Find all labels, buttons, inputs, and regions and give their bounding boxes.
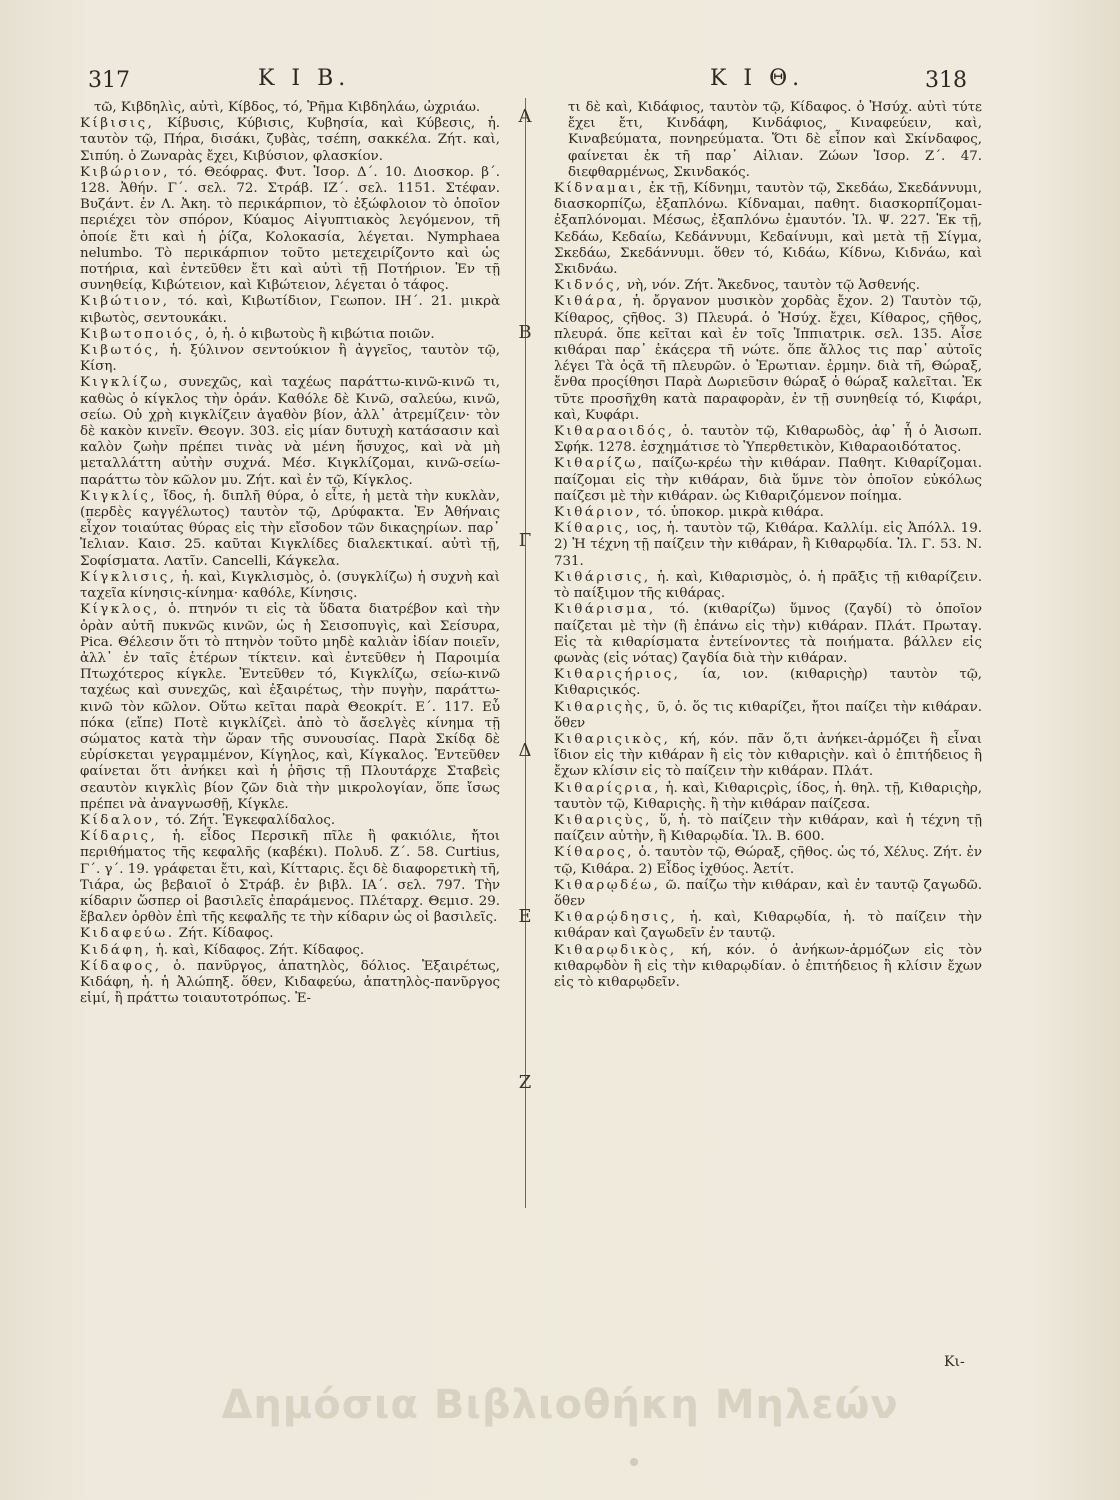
- dictionary-entry: [80, 570, 500, 602]
- entry-definition: ἡ. εἶδος Περσικῆ πῖλε ἢ φακιόλιε, ἤτοι περιθήματος τῆς κεφαλῆς (καβέκι). Πολυδ. Ζ΄. 58. Curtius, Γ΄. γ΄. 19. γράφεται ἔτι, καὶ, Κίτταρις. ἔςι δὲ διαφορετικὴ τῆ, Τιάρα, ὡς βεβαιοῖ ὁ Στράβ. ἐν βιβλ. ΙΑ΄. σελ. 797. Τὴν κίδαριν ὥσπερ οἱ βασιλεῖς ἐπαράμενος. Πλέταρχ. Θεμισ. 29. ἔβαλεν ὀρθὸν ἐπὶ τῆς κεφαλῆς τε τὴν κίδαριν ὡς οἱ βασιλεῖς.: [80, 829, 501, 926]
- dictionary-entry: [80, 926, 500, 942]
- entry-lemma: Κίδαφος,: [80, 958, 162, 974]
- dictionary-entry: [80, 602, 500, 813]
- column-divider: [525, 98, 526, 1208]
- dictionary-entry: [554, 910, 982, 942]
- entry-lemma: Κιθαρῳδέω,: [554, 877, 661, 893]
- entry-lemma: Κίθαρις,: [554, 521, 632, 537]
- entry-lemma: Κιγκλίς,: [80, 488, 158, 504]
- entry-definition: ἡ. ὄργανον μυσικὸν χορδὰς ἔχον. 2) Ταυτὸν τῷ, Κίθαρος, ςῆθος. 3) Πλευρά. ὁ Ἡσύχ. ἔχει, Κίθαρος, ςῆθος, πλευρά. ὅπε κεῖται καὶ ἐν τοῖς Ἱππιατρικ. σελ. 135. Αἶσε κιθάραι παρ᾽ ἑκάςερα τῆ νώτε. ὅπε ἄλλος τις παρ᾽ αὐτοῖς λέγει Τὰ ὀςᾶ τῆ πλευρῶν. ὁ Ἐρωτιαν. ἑρμην. διὰ τῆ, Θώραξ, ἔνθα προςίθησι Παρὰ Δωριεῦσιν θώραξ ὁ θώραξ καλεῖται. Ἐκ τῦτε προσῆχθη κατὰ παραφορὰν, ἐν τῇ συνηθείᾳ τό, Κιφάρι, καὶ, Κυφάρι.: [554, 294, 982, 423]
- entry-definition: τό. Ζήτ. Ἐγκεφαλίδαλος.: [165, 812, 336, 828]
- entry-lemma: Κίγκλισις,: [80, 569, 177, 585]
- entry-lemma: Κιβώριον,: [80, 164, 170, 180]
- entry-definition: παίζω-κρέω τὴν κιθάραν. Παθητ. Κιθαρίζομαι. παίζομαι εἰς τὴν κιθάραν, διὰ ὕμνε τὸν ὁποῖον εὐκόλως παίζεσι μὲ τὴν κιθάραν. ὡς Κιθαριζόμενον ποίημα.: [554, 456, 982, 504]
- entry-definition: τό. Θεόφρας. Φυτ. Ἱσορ. Δ΄. 10. Διοσκορ. β΄. 128. Ἀθήν. Γ΄. σελ. 72. Στράβ. ΙΖ΄. σελ. 1151. Στέφαν. Βυζάντ. ἐν Λ. Ἀκη. τὸ περικάρπιον, τὸ ἐξώφλοιον τὸ ὁποῖον περιέχει τὸν σπόρον, Κύαμος Αἰγυπτιακὸς λεγόμενον, τῆ ὁποίε ἔτι καὶ ἡ ῥίζα, Κολοκασία, λέγεται. Nymphaea nelumbo. Τὸ περικάρπιον τοῦτο μετεχειρίζοντο καὶ ὡς ποτήρια, καὶ ἐντεῦθεν ἔτι καὶ αὐτὶ τῇ Ποτήριον. Ἐν τῇ συνηθείᾳ, Κιβώτειον, καὶ Κιβώτειον, λέγεται ὁ τάφος.: [80, 164, 500, 294]
- entry-lemma: Κιδάφη,: [80, 942, 152, 958]
- dictionary-entry: [554, 521, 982, 570]
- dictionary-entry: [554, 602, 982, 667]
- margin-letter-epsilon: Ε: [518, 906, 532, 927]
- entry-lemma: Κίθαρος,: [554, 845, 635, 861]
- entry-definition: ὁ. πανῦργος, ἀπατηλὸς, δόλιος. Ἐξαιρέτως, Κιδάφη, ἡ. ἡ Ἀλώπηξ. ὅθεν, Κιδαφεύω, ἀπατηλὸς-πανῦργος εἰμί, ἢ πράττω τοιαυτοτρόπως. Ἐ-: [80, 958, 500, 1007]
- entry-lemma: Κιθαραοιδός,: [554, 424, 675, 440]
- dictionary-entry: [554, 294, 982, 424]
- catchword: Κι-: [944, 1354, 965, 1370]
- entry-lemma: Κιθαριςὺς,: [554, 812, 652, 828]
- entry-definition: ἡ. καὶ, Κιθαριςρὶς, ίδος, ἡ. θηλ. τῇ, Κιθαριςὴρ, ταυτὸν τῷ, Κιθαριςὴς. ἢ τὴν κιθάραν παίζεσα.: [554, 780, 982, 812]
- entry-definition: τό. ὑποκορ. μικρὰ κιθάρα.: [646, 505, 824, 521]
- entry-definition: ῦ, ὁ. ὅς τις κιθαρίζει, ἤτοι παίζει τὴν κιθάραν. ὅθεν: [554, 699, 982, 731]
- entry-definition: ἡ. καὶ, Κιγκλισμὸς, ὁ. (συγκλίζω) ἡ συχνὴ καὶ ταχεῖα κίνησις-κίνημα· καθόλε, Κίνησις.: [80, 569, 500, 602]
- dictionary-entry: [80, 813, 500, 829]
- right-running-head: Κ Ι Θ.: [710, 66, 805, 91]
- entry-definition: ἡ. καὶ, Κιθαρισμὸς, ὁ. ἡ πρᾶξις τῇ κιθαρίζειν. τὸ παίξιμον τῆς κιθάρας.: [554, 569, 982, 602]
- entry-lemma: Κιθαρῴδησις,: [554, 910, 678, 926]
- entry-definition: ῶ. παίζω τὴν κιθάραν, καὶ ἐν ταυτῷ ζαγωδῶ. ὅθεν: [554, 877, 982, 909]
- entry-definition: ιος, ἡ. ταυτὸν τῷ, Κιθάρα. Καλλίμ. εἰς Ἀπόλλ. 19. 2) Ἡ τέχνη τῇ παίζειν τὴν κιθάραν, ἢ Κιθαρῳδία. Ἰλ. Γ. 53. Ν. 731.: [554, 521, 982, 569]
- entry-definition: ἴδος, ἡ. διπλῆ θύρα, ὁ εἶτε, ἡ μετὰ τὴν κυκλὰν, (περδὲς καγγέλωτος) ταυτὸν τῷ, Δρύφακτα. Ἐν Ἀθήναις εἶχον τοιαύτας θύρας εἰς τὴν εἴσοδον τῶν δικαςηρίων. παρ᾽ Ἰελιαν. Καισ. 25. καῦται Κιγκλίδες διαλεκτικαί. αὐτὶ τῇ, Σοφίσματα. Λατῖν. Cancelli, Κάγκελα.: [80, 488, 500, 569]
- margin-letter-zeta: Ζ: [518, 1072, 532, 1093]
- entry-definition: ἡ. καὶ, Κίδαφος. Ζήτ. Κίδαφος.: [155, 942, 365, 958]
- dictionary-entry: [554, 424, 982, 456]
- dictionary-entry: [554, 845, 982, 877]
- entry-definition: Κίβυσις, Κύβισις, Κυβησία, καὶ Κύβεσις, ἡ. ταυτὸν τῷ, Πήρα, δισάκι, ζυβὰς, τσέπη, σακκέλα. Ζήτ. καὶ, Σιπύη. ὁ Ζωναρὰς ἔχει, Κιβύσιον, φλασκίον.: [80, 116, 500, 164]
- entry-definition: τῶ, Κιβδηλὶς, αὐτὶ, Κίβδος, τό, Ῥῆμα Κιβδηλάω, ὠχριάω.: [94, 100, 481, 115]
- left-running-head: Κ Ι Β.: [258, 66, 351, 91]
- dictionary-entry: [554, 505, 982, 521]
- entry-definition: ία, ιον. (κιθαριςὴρ) ταυτὸν τῷ, Κιθαριςικός.: [554, 667, 982, 699]
- dictionary-entry: [554, 278, 982, 294]
- dictionary-entry: [80, 165, 500, 295]
- dictionary-entry: [554, 100, 982, 181]
- entry-lemma: Κιθάρισμα,: [554, 602, 656, 618]
- margin-letter-delta: Δ: [518, 740, 532, 761]
- dictionary-entry: [554, 878, 982, 910]
- left-column: [80, 100, 500, 1007]
- entry-definition: ὁ. ταυτὸν τῷ, Θώραξ, ςῆθος. ὡς τό, Χέλυς. Ζήτ. ἐν τῷ, Κιθάρα. 2) Εἶδος ἰχθύος. Ἀετίτ.: [554, 845, 982, 877]
- entry-lemma: Κιθάρα,: [554, 294, 626, 310]
- entry-definition: ἡ. καὶ, Κιθαρῳδία, ἡ. τὸ παίζειν τὴν κιθάραν καὶ ζαγωδεῖν ἐν ταυτῷ.: [554, 910, 982, 942]
- dictionary-entry: [554, 781, 982, 813]
- dictionary-entry: [554, 667, 982, 699]
- dictionary-entry: [80, 116, 500, 165]
- entry-lemma: Κιβωτός,: [80, 343, 162, 359]
- entry-definition: τό. καὶ, Κιβωτίδιον, Γεωπον. ΙΗ΄. 21. μικρὰ κιβωτὸς, σεντουκάκι.: [80, 294, 500, 326]
- dictionary-entry: [80, 959, 500, 1008]
- entry-lemma: Κίδναμαι,: [554, 181, 645, 197]
- dictionary-entry: [554, 732, 982, 781]
- right-page-number: 318: [925, 68, 967, 93]
- dictionary-entry: [554, 813, 982, 845]
- entry-definition: ἡ. ξύλινον σεντούκιον ἢ ἀγγεῖος, ταυτὸν τῷ, Κίση.: [80, 343, 500, 375]
- entry-definition: ὁ. ταυτὸν τῷ, Κιθαρωδὸς, ἀφ᾽ ἧ ὁ Ἀισωπ. Σφήκ. 1278. ἐσχημάτισε τὸ Ὑπερθετικὸν, Κιθαραοιδότατος.: [554, 424, 982, 456]
- dictionary-entry: [80, 829, 500, 926]
- entry-lemma: Κιθαριςικὸς,: [554, 731, 671, 747]
- entry-definition: τό. (κιθαρίζω) ὕμνος (ζαγδί) τὸ ὁποῖον παίζεται μὲ τὴν (ἢ ἐπάνω εἰς τὴν) κιθάραν. Πλάτ. Πρωταγ. Εἰς τὰ κιθαρίσματα ἐντείνοντες τὰ ποιήματα. βάλλεν εἰς φωνὰς (εἰς νότας) ζαγδία διὰ τὴν κιθάραν.: [554, 602, 982, 666]
- entry-lemma: Κιβωτοποιός,: [80, 326, 202, 342]
- paper-spot: [630, 1458, 638, 1466]
- entry-definition: συνεχῶς, καὶ ταχέως παράττω-κινῶ-κινῶ τι, καθὼς ὁ κίγκλος τὴν ὀράν. Καθόλε δὲ Κινῶ, σαλεύω, κινῶ, σείω. Οὐ χρὴ κιγκλίζειν ἀγαθὸν βίον, ἀλλ᾽ ἀτρεμίζειν· τὸν δὲ κακὸν κινεῖν. Θεογν. 303. εἰς μίαν δυτυχὴ κατάσασιν καὶ καλὸν ζωὴν πρέπει τινὰς νὰ μένη ἥσυχος, καὶ νὰ μὴ μεταλλάττη αὐτὴν συχνά. Μέσ. Κιγκλίζομαι, κινῶ-σείω-παράττω τὸν κῶλον μυ. Ζήτ. καὶ ἐν τῷ, Κίγκλος.: [80, 375, 500, 488]
- left-page-number: 317: [88, 68, 130, 93]
- entry-definition: τι δὲ καὶ, Κιδάφιος, ταυτὸν τῷ, Κίδαφος. ὁ Ἡσύχ. αὐτὶ τύτε ἔχει ἔτι, Κινδάφη, Κινδάφιος, Κιναφεύειν, καὶ, Κιναβεύματα, πονηρεύματα. Ὅτι δὲ εἶπον καὶ Σκίνδαφος, φαίνεται ἐκ τῆ παρ᾽ Αἰλιαν. Ζώων Ἱσορ. Ζ΄. 47. διεφθαρμένως, Σκινδακός.: [568, 100, 982, 180]
- entry-lemma: Κίγκλος,: [80, 602, 160, 618]
- entry-definition: κή, κόν. πᾶν ὅ,τι ἀνήκει-ἁρμόζει ἢ εἶναι ἴδιον εἰς τὴν κιθάραν ἢ εἰς τὸν κιθαριςὴν. καὶ ὁ ἐπιτήδειος ἢ ἔχων κλίσιν εἰς τὸ παίζειν τὴν κιθάραν. Πλάτ.: [554, 731, 982, 780]
- dictionary-entry: [80, 375, 500, 488]
- entry-definition: ὕ, ἡ. τὸ παίζειν τὴν κιθάραν, καὶ ἡ τέχνη τῇ παίζειν αὐτὴν, ἢ Κιθαρῳδία. Ἰλ. Β. 600.: [554, 812, 982, 845]
- entry-lemma: Κίδαλον,: [80, 812, 162, 828]
- right-column: [554, 100, 982, 991]
- dictionary-entry: [554, 943, 982, 992]
- library-watermark: Δημόσια Βιβλιοθήκη Μηλεών: [221, 1382, 899, 1428]
- dictionary-entry: [80, 943, 500, 959]
- entry-lemma: Κιθάρισις,: [554, 569, 651, 585]
- entry-lemma: Κιθαριςὴς,: [554, 699, 652, 715]
- entry-lemma: Κιδαφεύω.: [80, 926, 175, 942]
- entry-lemma: Κιθαρίςρια,: [554, 780, 661, 796]
- dictionary-entry: [554, 181, 982, 278]
- margin-letter-gamma: Γ: [518, 530, 532, 551]
- entry-definition: νὴ, νόν. Ζήτ. Ἄκεδνος, ταυτὸν τῷ Ἀσθενής.: [627, 278, 921, 294]
- entry-lemma: Κιγκλίζω,: [80, 375, 171, 391]
- entry-lemma: Κιθαριςήριος,: [554, 667, 681, 683]
- entry-lemma: Κιδνός,: [554, 278, 623, 294]
- entry-lemma: Κιβώτιον,: [80, 294, 170, 310]
- entry-lemma: Κίδαρις,: [80, 829, 158, 845]
- entry-lemma: Κιθάριον,: [554, 505, 643, 521]
- dictionary-entry: [80, 294, 500, 326]
- entry-definition: ἐκ τῇ, Κίδνημι, ταυτὸν τῷ, Σκεδάω, Σκεδάννυμι, διασκορπίζω, ἐξαπλόνω. Κίδναμαι, παθητ. διασκορπίζομαι-ἐξαπλόνομαι. Μέσως, ἐξαπλόνω ἐμαυτόν. Ἰλ. Ψ. 227. Ἐκ τῇ, Κεδάω, Κεδαίω, Κεδάννυμι, Κεδαίνυμι, καὶ μετὰ τῇ Σίγμα, Σκεδάω, Σκεδάννυμι. ὅθεν τό, Κιδάω, Κίδνω, Κιδνάω, καὶ Σκιδνάω.: [554, 181, 982, 278]
- entry-lemma: Κιθαρῳδικὸς,: [554, 942, 677, 958]
- margin-letter-alpha: Α: [518, 106, 532, 127]
- entry-lemma: Κίβισις,: [80, 116, 155, 132]
- dictionary-entry: [80, 489, 500, 570]
- entry-lemma: Κιθαρίζω,: [554, 456, 645, 472]
- dictionary-entry: [80, 327, 500, 343]
- dictionary-entry: [554, 700, 982, 732]
- entry-definition: ὁ, ἡ. ὁ κιβωτοὺς ἢ κιβώτια ποιῶν.: [205, 326, 435, 342]
- entry-definition: Ζήτ. Κίδαφος.: [178, 926, 274, 942]
- dictionary-entry: [80, 343, 500, 375]
- dictionary-entry: [554, 570, 982, 602]
- entry-definition: κή, κόν. ὁ ἀνήκων-ἁρμόζων εἰς τὸν κιθαρῳδὸν ἢ εἰς τὴν κιθαρῳδίαν. ὁ ἐπιτήδειος ἢ κλίσιν ἔχων εἰς τὸ κιθαρῳδεῖν.: [554, 942, 982, 990]
- entry-definition: ὁ. πτηνόν τι εἰς τὰ ὕδατα διατρέβον καὶ τὴν ὀρὰν αὐτῆ πυκνῶς κινῶν, ὡς ἡ Σεισοπυγὶς, καὶ Σείσυρα, Pica. Θέλεσιν ὅτι τὸ πτηνὸν τοῦτο μηδὲ καλιὰν ἰδίαν ποιεῖν, ἀλλ᾽ ἐν ταῖς ἑτέρων τίκτειν. καὶ ἐντεῦθεν ἡ Παροιμία Πτωχότερος κίγκλε. Ἐντεῦθεν τό, Κιγκλίζω, σείω-κινῶ ταχέως καὶ συνεχῶς, καὶ ἐξαιρέτως, τὴν πυγὴν, παράττω-κινῶ τὸν κῶλον. Οὕτω κεῖται παρὰ Θεοκρίτ. Ε΄. 117. Εὖ πόκα (εἴπε) Ποτὲ κιγκλίζεὶ. ἀπὸ τὸ ἄσελγὲς κίνημα τῇ σώματος κατὰ τὴν ὥραν τῆς συνουσίας. Παρὰ Σκίδᾳ δὲ εὑρίσκεται γεγραμμένον, Κίγηλος, καὶ, Κίγκαλος. Ἐντεῦθεν φαίνεται ὅτι ἀνήκει καὶ ἡ ῥῆσις τῇ Πλουτάρχε Σταβεὶς σεαυτὸν κιγκλὶς βίον ζῶν διὰ τὴν μικρολογίαν, ὅπε ἴσως πρέπει νὰ ἀναγνωσθῇ, Κίγκλε.: [80, 602, 500, 812]
- dictionary-entry: [554, 456, 982, 505]
- dictionary-entry: [80, 100, 500, 116]
- margin-letter-beta: Β: [518, 322, 532, 343]
